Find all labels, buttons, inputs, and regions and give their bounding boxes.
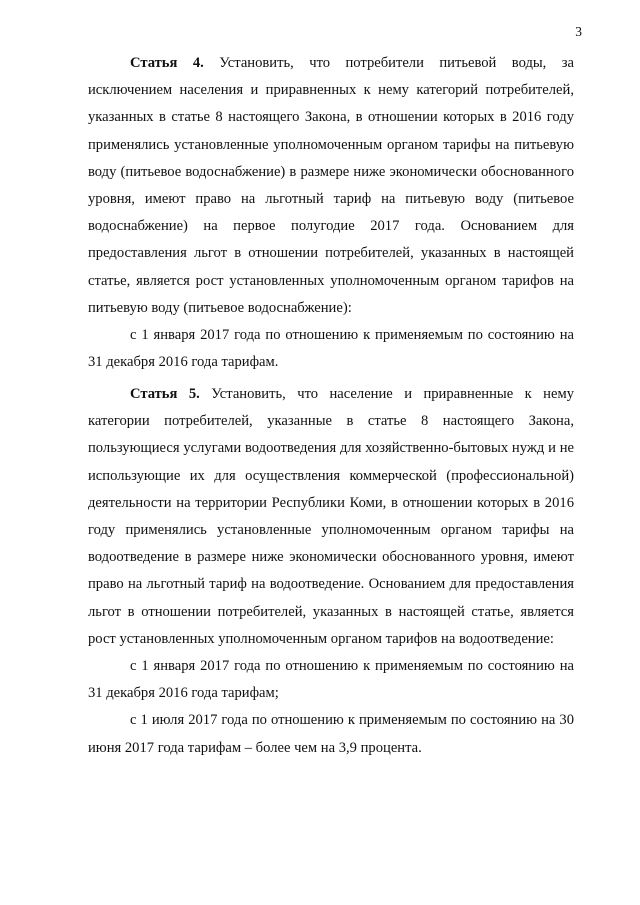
article-4-text: Установить, что потребители питьевой воды, за исключением населения и приравненных к нему категорий потребителей, указанных в статье 8 настоящего Закона, в отношении которых в 2016 году применялись установленные уполномоченным органом тарифы на питьевую воду (питьевое водоснабжение) в размере ниже экономически обоснованного уровня, имеют право на льготный тариф на питьевую воду (питьевое водоснабжение) на первое полугодие 2017 года. Основанием для предоставления льгот в отношении потребителей, указанных в настоящей статье, является рост установленных уполномоченным органом тарифов на питьевую воду (питьевое водоснабжение):	[88, 55, 574, 316]
article-5-heading: Статья 5.	[130, 386, 200, 402]
article-4-item-1: с 1 января 2017 года по отношению к применяемым по состоянию на 31 декабря 2016 года тарифам.	[88, 327, 574, 371]
article-4-heading: Статья 4.	[130, 55, 204, 71]
article-5-paragraph	[88, 381, 574, 653]
article-5-text: Установить, что население и приравненные к нему категории потребителей, указанные в статье 8 настоящего Закона, пользующиеся услугами водоотведения для хозяйственно-бытовых нужд и не использующие их для осуществления коммерческой (профессиональной) деятельности на территории Республики Коми, в отношении которых в 2016 году применялись установленные уполномоченным органом тарифы на водоотведение в размере ниже экономически обоснованного уровня, имеют право на льготный тариф на водоотведение. Основанием для предоставления льгот в отношении потребителей, указанных в настоящей статье, является рост установленных уполномоченным органом тарифов на водоотведение:	[88, 386, 574, 647]
article-5	[88, 381, 574, 762]
page-number: 3	[575, 24, 582, 39]
article-4	[88, 50, 574, 376]
article-5-item-2: с 1 июля 2017 года по отношению к применяемым по состоянию на 30 июня 2017 года тарифам – более чем на 3,9 процента.	[88, 712, 574, 756]
article-4-paragraph	[88, 50, 574, 322]
article-5-item-1: с 1 января 2017 года по отношению к применяемым по состоянию на 31 декабря 2016 года тарифам;	[88, 658, 574, 702]
